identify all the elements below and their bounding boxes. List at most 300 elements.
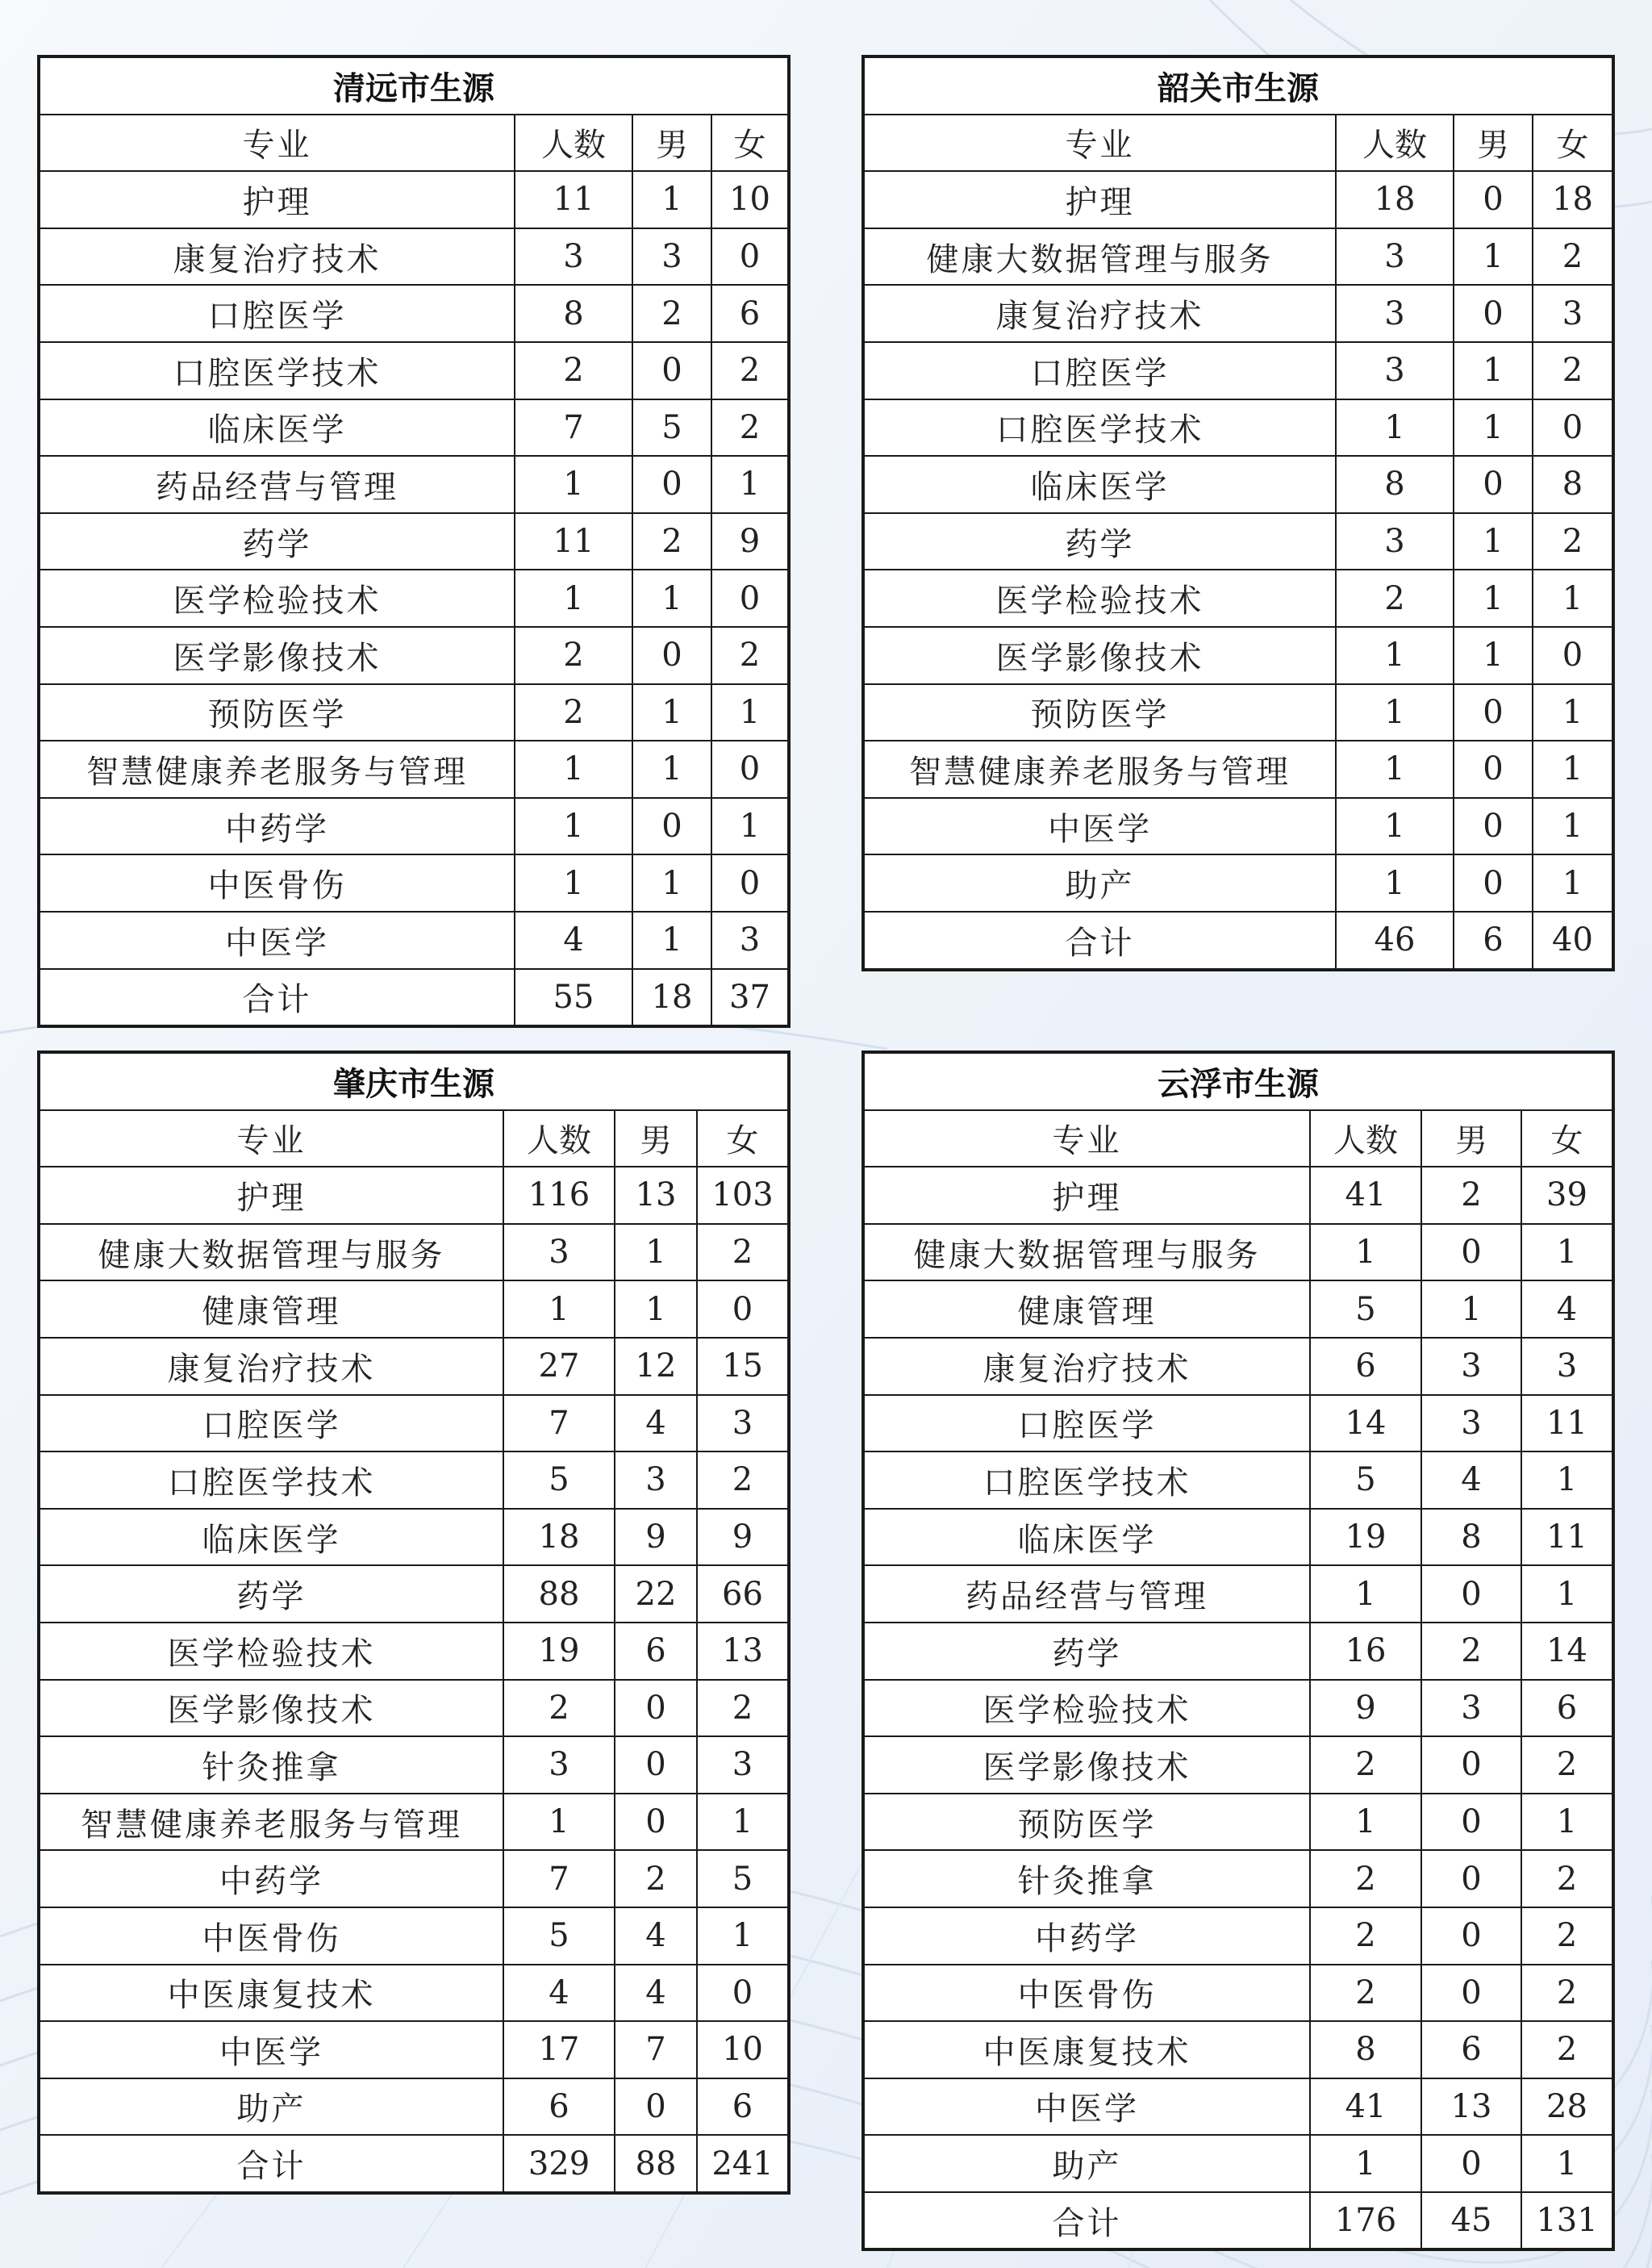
cell-count: 1 xyxy=(503,1794,615,1851)
cell-count: 2 xyxy=(503,1680,615,1737)
cell-major: 预防医学 xyxy=(863,684,1336,741)
cell-count: 3 xyxy=(1336,513,1454,570)
cell-female: 0 xyxy=(1533,399,1613,457)
cell-major: 口腔医学技术 xyxy=(39,1451,503,1509)
cell-male: 13 xyxy=(615,1167,697,1224)
cell-major: 药学 xyxy=(863,1623,1310,1680)
cell-count: 1 xyxy=(1336,399,1454,457)
cell-count: 8 xyxy=(1336,456,1454,513)
cell-major: 医学检验技术 xyxy=(39,1623,503,1680)
table-row xyxy=(863,741,1613,798)
cell-count: 19 xyxy=(503,1623,615,1680)
table-total-row xyxy=(863,912,1613,970)
table-row xyxy=(39,228,789,286)
cell-count: 2 xyxy=(1310,1965,1421,2022)
cell-major: 医学影像技术 xyxy=(863,1736,1310,1794)
cell-female: 6 xyxy=(711,285,789,342)
cell-male: 0 xyxy=(1421,1794,1521,1851)
cell-count: 7 xyxy=(503,1395,615,1452)
table-row xyxy=(863,854,1613,912)
cell-female: 2 xyxy=(1533,342,1613,399)
cell-major: 口腔医学技术 xyxy=(863,1451,1310,1509)
cell-male: 0 xyxy=(1454,798,1533,855)
table-row xyxy=(39,854,789,912)
header-count: 人数 xyxy=(1310,1110,1421,1167)
cell-male: 1 xyxy=(615,1224,697,1281)
cell-count: 2 xyxy=(515,684,632,741)
cell-major: 预防医学 xyxy=(863,1794,1310,1851)
cell-male: 1 xyxy=(1454,627,1533,684)
cell-male: 1 xyxy=(1421,1280,1521,1338)
table-header-row xyxy=(39,1110,789,1167)
cell-count: 1 xyxy=(515,741,632,798)
cell-count: 4 xyxy=(515,912,632,969)
total-count: 176 xyxy=(1310,2192,1421,2250)
cell-female: 2 xyxy=(1521,1965,1613,2022)
cell-female: 2 xyxy=(697,1680,789,1737)
cell-male: 8 xyxy=(1421,1509,1521,1566)
cell-female: 6 xyxy=(1521,1680,1613,1737)
cell-female: 0 xyxy=(697,1965,789,2022)
cell-major: 药品经营与管理 xyxy=(863,1565,1310,1623)
table-row xyxy=(39,1850,789,1907)
cell-count: 1 xyxy=(1336,741,1454,798)
cell-female: 0 xyxy=(697,1280,789,1338)
cell-major: 健康大数据管理与服务 xyxy=(863,228,1336,286)
cell-female: 103 xyxy=(697,1167,789,1224)
cell-female: 2 xyxy=(711,399,789,457)
cell-male: 0 xyxy=(632,342,711,399)
table-title: 清远市生源 xyxy=(39,56,789,115)
cell-count: 4 xyxy=(503,1965,615,2022)
cell-major: 医学影像技术 xyxy=(863,627,1336,684)
cell-male: 22 xyxy=(615,1565,697,1623)
table-header-row xyxy=(863,1110,1613,1167)
cell-female: 2 xyxy=(1521,1850,1613,1907)
cell-count: 16 xyxy=(1310,1623,1421,1680)
total-count: 329 xyxy=(503,2135,615,2193)
table-header-row xyxy=(39,115,789,172)
header-count: 人数 xyxy=(515,115,632,172)
total-male: 45 xyxy=(1421,2192,1521,2250)
table-row xyxy=(863,1224,1613,1281)
cell-male: 3 xyxy=(632,228,711,286)
table-total-row xyxy=(863,2192,1613,2250)
cell-major: 护理 xyxy=(39,1167,503,1224)
total-label: 合计 xyxy=(39,2135,503,2193)
cell-major: 口腔医学 xyxy=(39,285,515,342)
cell-count: 6 xyxy=(503,2078,615,2136)
table-row xyxy=(863,570,1613,627)
table-row xyxy=(863,1907,1613,1965)
table-row xyxy=(863,399,1613,457)
cell-major: 医学影像技术 xyxy=(39,627,515,684)
cell-female: 3 xyxy=(697,1395,789,1452)
table-row xyxy=(39,1224,789,1281)
cell-count: 2 xyxy=(515,627,632,684)
cell-major: 针灸推拿 xyxy=(39,1736,503,1794)
cell-major: 口腔医学 xyxy=(863,342,1336,399)
cell-female: 1 xyxy=(1533,570,1613,627)
cell-female: 0 xyxy=(1533,627,1613,684)
table-row xyxy=(863,1395,1613,1452)
cell-male: 0 xyxy=(1421,1907,1521,1965)
cell-count: 1 xyxy=(1310,1224,1421,1281)
cell-male: 0 xyxy=(1421,1565,1521,1623)
cell-female: 1 xyxy=(1533,798,1613,855)
header-male: 男 xyxy=(615,1110,697,1167)
cell-count: 7 xyxy=(515,399,632,457)
total-female: 37 xyxy=(711,969,789,1027)
cell-female: 1 xyxy=(711,684,789,741)
cell-female: 0 xyxy=(711,854,789,912)
cell-female: 9 xyxy=(697,1509,789,1566)
cell-male: 0 xyxy=(615,1736,697,1794)
header-major: 专业 xyxy=(863,115,1336,172)
cell-count: 27 xyxy=(503,1338,615,1395)
cell-count: 6 xyxy=(1310,1338,1421,1395)
cell-count: 9 xyxy=(1310,1680,1421,1737)
cell-female: 4 xyxy=(1521,1280,1613,1338)
cell-major: 中药学 xyxy=(863,1907,1310,1965)
cell-female: 1 xyxy=(1521,1794,1613,1851)
table-yunfu xyxy=(861,1050,1615,2251)
cell-count: 18 xyxy=(1336,171,1454,228)
table-row xyxy=(863,1167,1613,1224)
table-title: 云浮市生源 xyxy=(863,1052,1613,1110)
cell-major: 药品经营与管理 xyxy=(39,456,515,513)
header-female: 女 xyxy=(1521,1110,1613,1167)
table-row xyxy=(39,1565,789,1623)
cell-major: 针灸推拿 xyxy=(863,1850,1310,1907)
table-row xyxy=(863,1509,1613,1566)
table-row xyxy=(39,1965,789,2022)
table-row xyxy=(39,684,789,741)
cell-major: 口腔医学技术 xyxy=(39,342,515,399)
cell-count: 1 xyxy=(515,570,632,627)
cell-female: 6 xyxy=(697,2078,789,2136)
cell-count: 2 xyxy=(515,342,632,399)
cell-count: 1 xyxy=(515,798,632,855)
table-row xyxy=(39,1338,789,1395)
cell-count: 3 xyxy=(1336,228,1454,286)
cell-major: 智慧健康养老服务与管理 xyxy=(39,1794,503,1851)
cell-male: 0 xyxy=(1454,684,1533,741)
total-male: 6 xyxy=(1454,912,1533,970)
cell-male: 6 xyxy=(1421,2021,1521,2078)
table-row xyxy=(39,741,789,798)
table-row xyxy=(863,1965,1613,2022)
cell-count: 5 xyxy=(503,1451,615,1509)
cell-male: 4 xyxy=(615,1965,697,2022)
table-title-row xyxy=(39,1052,789,1110)
cell-major: 康复治疗技术 xyxy=(863,1338,1310,1395)
cell-male: 1 xyxy=(632,854,711,912)
cell-female: 1 xyxy=(1533,741,1613,798)
cell-female: 2 xyxy=(1521,2021,1613,2078)
cell-major: 药学 xyxy=(39,1565,503,1623)
table-row xyxy=(39,1280,789,1338)
table-zhaoqing xyxy=(37,1050,791,2195)
cell-count: 41 xyxy=(1310,2078,1421,2136)
cell-major: 护理 xyxy=(863,171,1336,228)
header-major: 专业 xyxy=(39,1110,503,1167)
cell-female: 18 xyxy=(1533,171,1613,228)
cell-female: 2 xyxy=(711,627,789,684)
cell-count: 3 xyxy=(1336,342,1454,399)
cell-female: 1 xyxy=(1533,684,1613,741)
cell-male: 2 xyxy=(615,1850,697,1907)
cell-male: 0 xyxy=(615,2078,697,2136)
cell-major: 健康大数据管理与服务 xyxy=(863,1224,1310,1281)
cell-major: 临床医学 xyxy=(863,1509,1310,1566)
table-title-row xyxy=(863,1052,1613,1110)
cell-female: 66 xyxy=(697,1565,789,1623)
table-row xyxy=(863,1850,1613,1907)
table-total-row xyxy=(39,969,789,1027)
cell-male: 0 xyxy=(1454,456,1533,513)
table-row xyxy=(863,1623,1613,1680)
table-row xyxy=(863,1280,1613,1338)
cell-female: 5 xyxy=(697,1850,789,1907)
cell-male: 1 xyxy=(632,741,711,798)
table-qingyuan xyxy=(37,55,791,1028)
cell-male: 3 xyxy=(1421,1338,1521,1395)
cell-count: 1 xyxy=(1310,2135,1421,2192)
cell-female: 1 xyxy=(697,1794,789,1851)
cell-count: 18 xyxy=(503,1509,615,1566)
cell-male: 4 xyxy=(615,1907,697,1965)
cell-male: 2 xyxy=(1421,1623,1521,1680)
cell-count: 1 xyxy=(1336,627,1454,684)
table-row xyxy=(863,285,1613,342)
cell-count: 14 xyxy=(1310,1395,1421,1452)
cell-female: 1 xyxy=(1521,2135,1613,2192)
cell-major: 医学检验技术 xyxy=(863,570,1336,627)
table-row xyxy=(39,627,789,684)
cell-major: 护理 xyxy=(863,1167,1310,1224)
cell-major: 助产 xyxy=(863,2135,1310,2192)
cell-count: 3 xyxy=(1336,285,1454,342)
cell-male: 6 xyxy=(615,1623,697,1680)
cell-major: 助产 xyxy=(39,2078,503,2136)
table-title-row xyxy=(39,56,789,115)
cell-male: 0 xyxy=(632,627,711,684)
cell-count: 8 xyxy=(1310,2021,1421,2078)
cell-count: 1 xyxy=(1310,1565,1421,1623)
cell-major: 预防医学 xyxy=(39,684,515,741)
cell-count: 5 xyxy=(1310,1451,1421,1509)
header-male: 男 xyxy=(1454,115,1533,172)
cell-count: 2 xyxy=(1310,1850,1421,1907)
cell-female: 2 xyxy=(711,342,789,399)
cell-female: 3 xyxy=(1533,285,1613,342)
cell-major: 中药学 xyxy=(39,798,515,855)
table-row xyxy=(863,627,1613,684)
cell-male: 0 xyxy=(615,1680,697,1737)
cell-major: 助产 xyxy=(863,854,1336,912)
table-row xyxy=(863,342,1613,399)
cell-male: 0 xyxy=(1421,1965,1521,2022)
cell-male: 1 xyxy=(1454,399,1533,457)
cell-female: 3 xyxy=(697,1736,789,1794)
cell-major: 医学检验技术 xyxy=(39,570,515,627)
cell-major: 中医学 xyxy=(39,912,515,969)
cell-female: 10 xyxy=(711,171,789,228)
table-row xyxy=(39,1167,789,1224)
cell-major: 智慧健康养老服务与管理 xyxy=(863,741,1336,798)
cell-major: 临床医学 xyxy=(39,1509,503,1566)
table-row xyxy=(39,1736,789,1794)
table-row xyxy=(39,1794,789,1851)
total-label: 合计 xyxy=(39,969,515,1027)
cell-major: 中医骨伤 xyxy=(863,1965,1310,2022)
cell-female: 2 xyxy=(1533,228,1613,286)
total-male: 88 xyxy=(615,2135,697,2193)
cell-female: 1 xyxy=(711,798,789,855)
cell-male: 0 xyxy=(1454,285,1533,342)
cell-male: 1 xyxy=(1454,513,1533,570)
cell-count: 1 xyxy=(1336,854,1454,912)
total-female: 131 xyxy=(1521,2192,1613,2250)
cell-female: 0 xyxy=(711,570,789,627)
total-label: 合计 xyxy=(863,2192,1310,2250)
cell-male: 0 xyxy=(1454,741,1533,798)
cell-male: 2 xyxy=(632,513,711,570)
cell-major: 中医骨伤 xyxy=(39,854,515,912)
cell-major: 健康管理 xyxy=(863,1280,1310,1338)
table-row xyxy=(39,399,789,457)
table-row xyxy=(39,2021,789,2078)
header-male: 男 xyxy=(1421,1110,1521,1167)
cell-count: 1 xyxy=(515,456,632,513)
table-row xyxy=(863,684,1613,741)
cell-major: 中医康复技术 xyxy=(863,2021,1310,2078)
cell-female: 11 xyxy=(1521,1509,1613,1566)
header-female: 女 xyxy=(1533,115,1613,172)
cell-count: 8 xyxy=(515,285,632,342)
table-row xyxy=(39,171,789,228)
table-row xyxy=(863,1680,1613,1737)
cell-female: 1 xyxy=(1521,1565,1613,1623)
table-title: 韶关市生源 xyxy=(863,56,1613,115)
total-male: 18 xyxy=(632,969,711,1027)
cell-female: 13 xyxy=(697,1623,789,1680)
cell-female: 1 xyxy=(1521,1224,1613,1281)
cell-female: 1 xyxy=(697,1907,789,1965)
table-row xyxy=(863,228,1613,286)
cell-major: 康复治疗技术 xyxy=(39,228,515,286)
table-row xyxy=(39,2078,789,2136)
cell-count: 2 xyxy=(1310,1736,1421,1794)
cell-male: 3 xyxy=(1421,1395,1521,1452)
cell-male: 3 xyxy=(615,1451,697,1509)
cell-count: 41 xyxy=(1310,1167,1421,1224)
cell-male: 3 xyxy=(1421,1680,1521,1737)
cell-male: 1 xyxy=(615,1280,697,1338)
cell-male: 4 xyxy=(615,1395,697,1452)
table-row xyxy=(39,1623,789,1680)
table-row xyxy=(39,1907,789,1965)
header-count: 人数 xyxy=(1336,115,1454,172)
table-row xyxy=(39,1680,789,1737)
cell-female: 11 xyxy=(1521,1395,1613,1452)
cell-male: 1 xyxy=(632,171,711,228)
table-row xyxy=(39,513,789,570)
total-female: 40 xyxy=(1533,912,1613,970)
table-row xyxy=(863,2021,1613,2078)
cell-major: 口腔医学技术 xyxy=(863,399,1336,457)
cell-count: 116 xyxy=(503,1167,615,1224)
table-row xyxy=(39,570,789,627)
total-label: 合计 xyxy=(863,912,1336,970)
cell-count: 1 xyxy=(503,1280,615,1338)
cell-male: 0 xyxy=(1421,1850,1521,1907)
table-title: 肇庆市生源 xyxy=(39,1052,789,1110)
table-row xyxy=(863,1451,1613,1509)
cell-count: 88 xyxy=(503,1565,615,1623)
cell-female: 9 xyxy=(711,513,789,570)
cell-count: 5 xyxy=(1310,1280,1421,1338)
cell-major: 药学 xyxy=(863,513,1336,570)
cell-male: 0 xyxy=(1421,2135,1521,2192)
cell-count: 17 xyxy=(503,2021,615,2078)
cell-major: 护理 xyxy=(39,171,515,228)
table-shaoguan xyxy=(861,55,1615,971)
cell-male: 1 xyxy=(1454,342,1533,399)
cell-female: 2 xyxy=(697,1224,789,1281)
table-row xyxy=(863,171,1613,228)
table-row xyxy=(39,456,789,513)
cell-female: 1 xyxy=(711,456,789,513)
cell-female: 0 xyxy=(711,741,789,798)
header-male: 男 xyxy=(632,115,711,172)
cell-female: 2 xyxy=(1521,1907,1613,1965)
table-row xyxy=(39,342,789,399)
cell-female: 3 xyxy=(711,912,789,969)
cell-count: 1 xyxy=(1310,1794,1421,1851)
cell-male: 7 xyxy=(615,2021,697,2078)
table-title-row xyxy=(863,56,1613,115)
table-header-row xyxy=(863,115,1613,172)
table-row xyxy=(39,912,789,969)
cell-major: 临床医学 xyxy=(39,399,515,457)
cell-male: 4 xyxy=(1421,1451,1521,1509)
cell-female: 1 xyxy=(1533,854,1613,912)
table-row xyxy=(39,1451,789,1509)
header-count: 人数 xyxy=(503,1110,615,1167)
header-female: 女 xyxy=(711,115,789,172)
cell-male: 1 xyxy=(1454,228,1533,286)
cell-male: 1 xyxy=(632,684,711,741)
header-major: 专业 xyxy=(39,115,515,172)
cell-female: 28 xyxy=(1521,2078,1613,2136)
table-row xyxy=(39,1395,789,1452)
cell-male: 0 xyxy=(1421,1736,1521,1794)
cell-female: 10 xyxy=(697,2021,789,2078)
table-row xyxy=(863,1794,1613,1851)
cell-major: 中医学 xyxy=(863,798,1336,855)
cell-male: 0 xyxy=(632,456,711,513)
cell-count: 11 xyxy=(515,171,632,228)
cell-major: 中医学 xyxy=(39,2021,503,2078)
cell-major: 康复治疗技术 xyxy=(39,1338,503,1395)
cell-female: 2 xyxy=(1533,513,1613,570)
cell-major: 中医学 xyxy=(863,2078,1310,2136)
table-row xyxy=(863,1338,1613,1395)
table-row xyxy=(863,2135,1613,2192)
cell-count: 3 xyxy=(515,228,632,286)
